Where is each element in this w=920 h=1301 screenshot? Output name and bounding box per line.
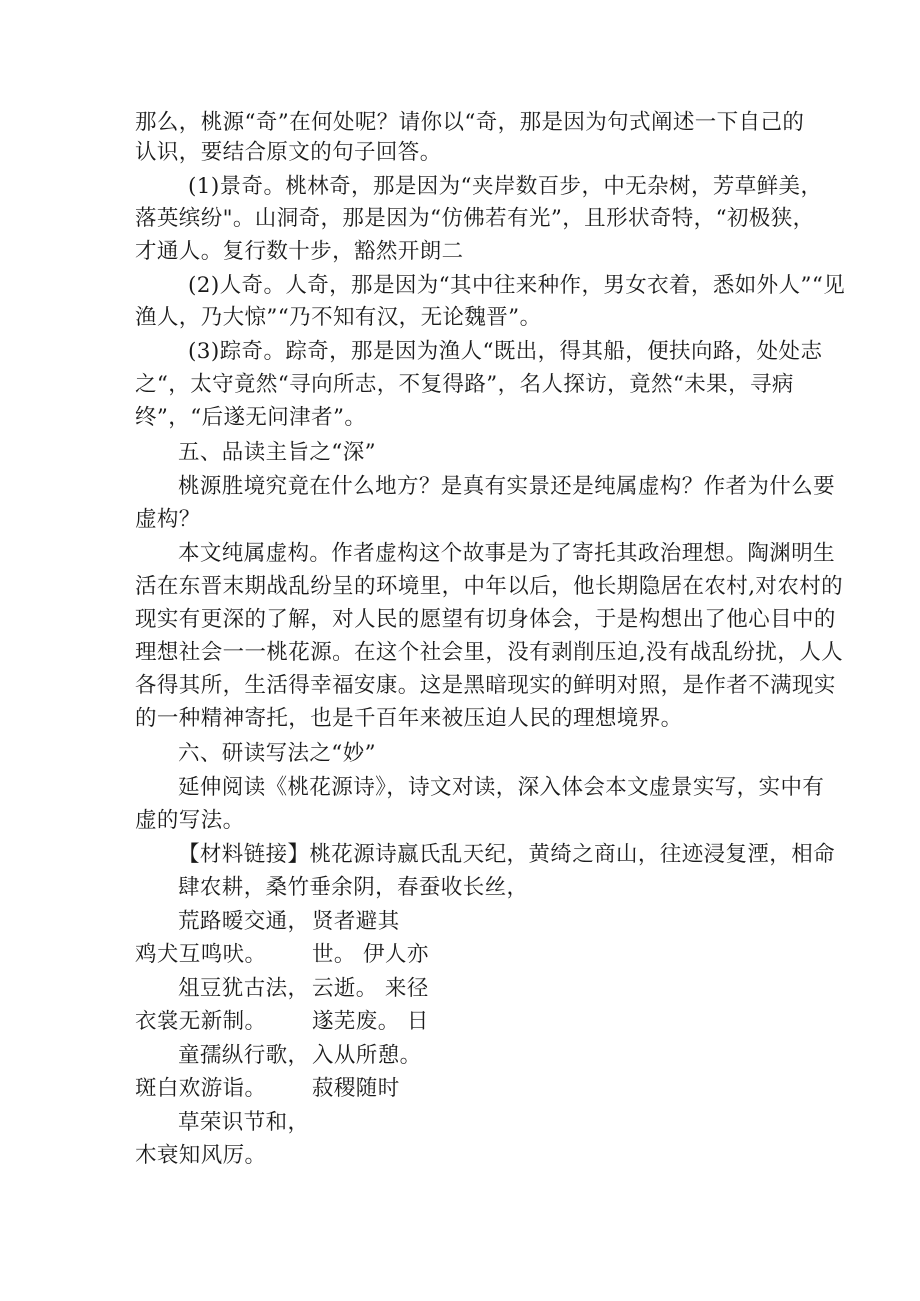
text-line: 现实有更深的了解，对人民的愿望有切身体会，于是构想出了他心目中的	[135, 607, 836, 632]
section-heading: 六、研读写法之“妙”	[178, 741, 376, 766]
poem-line: 鸡犬互鸣吠。	[135, 942, 267, 967]
poem-line-right: 遂芜废。 日	[312, 1009, 429, 1034]
poem-line-right: 贤者避其	[312, 909, 400, 934]
poem-line: 荒路暧交通，	[178, 909, 310, 934]
poem-line-right: 云逝。 来径	[312, 976, 429, 1001]
text-line: 的一种精神寄托，也是千百年来被压迫人民的理想境界。	[135, 706, 683, 731]
text-line: 那么，桃源“奇”在何处呢？请你以“奇，那是因为句式阐述一下自己的	[135, 110, 805, 135]
text-line: 虚构？	[135, 507, 201, 532]
text-line: 桃源胜境究竟在什么地方？是真有实景还是纯属虚构？作者为什么要	[178, 474, 836, 499]
text-line: (2)人奇。人奇，那是因为“其中往来种作，男女衣着，悉如外人”“见	[188, 273, 846, 298]
text-line: 落英缤纷"。山洞奇，那是因为“仿佛若有光”，且形状奇特，“初极狭，	[135, 206, 815, 231]
text-line: 认识，要结合原文的句子回答。	[135, 140, 442, 165]
poem-line-right: 入从所憩。	[312, 1043, 422, 1068]
text-line: 延伸阅读《桃花源诗》，诗文对读，深入体会本文虚景实写，实中有	[178, 775, 825, 800]
text-line: (1)景奇。桃林奇，那是因为“夹岸数百步，中无杂树，芳草鲜美，	[188, 174, 823, 199]
text-line: 活在东晋末期战乱纷呈的环境里，中年以后，他长期隐居在农村,对农村的	[135, 574, 844, 599]
text-line: 肆农耕，桑竹垂余阴，春蚕收长丝，	[178, 875, 529, 900]
poem-line-right: 菽稷随时	[312, 1076, 400, 1101]
text-line: 终”，“后遂无问津者”。	[135, 405, 367, 430]
section-heading: 五、品读主旨之“深”	[178, 440, 376, 465]
text-line: 渔人，乃大惊”“乃不知有汉，无论魏晋”。	[135, 305, 542, 330]
poem-line: 草荣识节和，	[178, 1110, 310, 1135]
poem-line: 童孺纵行歌，	[178, 1043, 310, 1068]
text-line: (3)踪奇。踪奇，那是因为渔人“既出，得其船，便扶向路，处处志	[188, 339, 823, 364]
text-line: 虚的写法。	[135, 808, 245, 833]
text-line: 本文纯属虚构。作者虚构这个故事是为了寄托其政治理想。陶渊明生	[178, 541, 836, 566]
text-line: 之“，太守竟然“寻向所志，不复得路”，名人探访，竟然“未果，寻病	[135, 372, 794, 397]
poem-line: 斑白欢游诣。	[135, 1076, 267, 1101]
text-line: 理想社会一一桃花源。在这个社会里，没有剥削压迫,没有战乱纷扰，人人	[135, 640, 844, 665]
material-link-line: 【材料链接】桃花源诗嬴氏乱天纪，黄绮之商山，往迹浸复湮，相命	[178, 842, 836, 867]
poem-line: 木衰知风厉。	[135, 1143, 267, 1168]
text-line: 才通人。复行数十步，豁然开朗二	[135, 239, 464, 264]
poem-line: 俎豆犹古法，	[178, 976, 310, 1001]
poem-line-right: 世。 伊人亦	[312, 942, 429, 967]
poem-line: 衣裳无新制。	[135, 1009, 267, 1034]
text-line: 各得其所，生活得幸福安康。这是黑暗现实的鲜明对照，是作者不满现实	[135, 673, 836, 698]
